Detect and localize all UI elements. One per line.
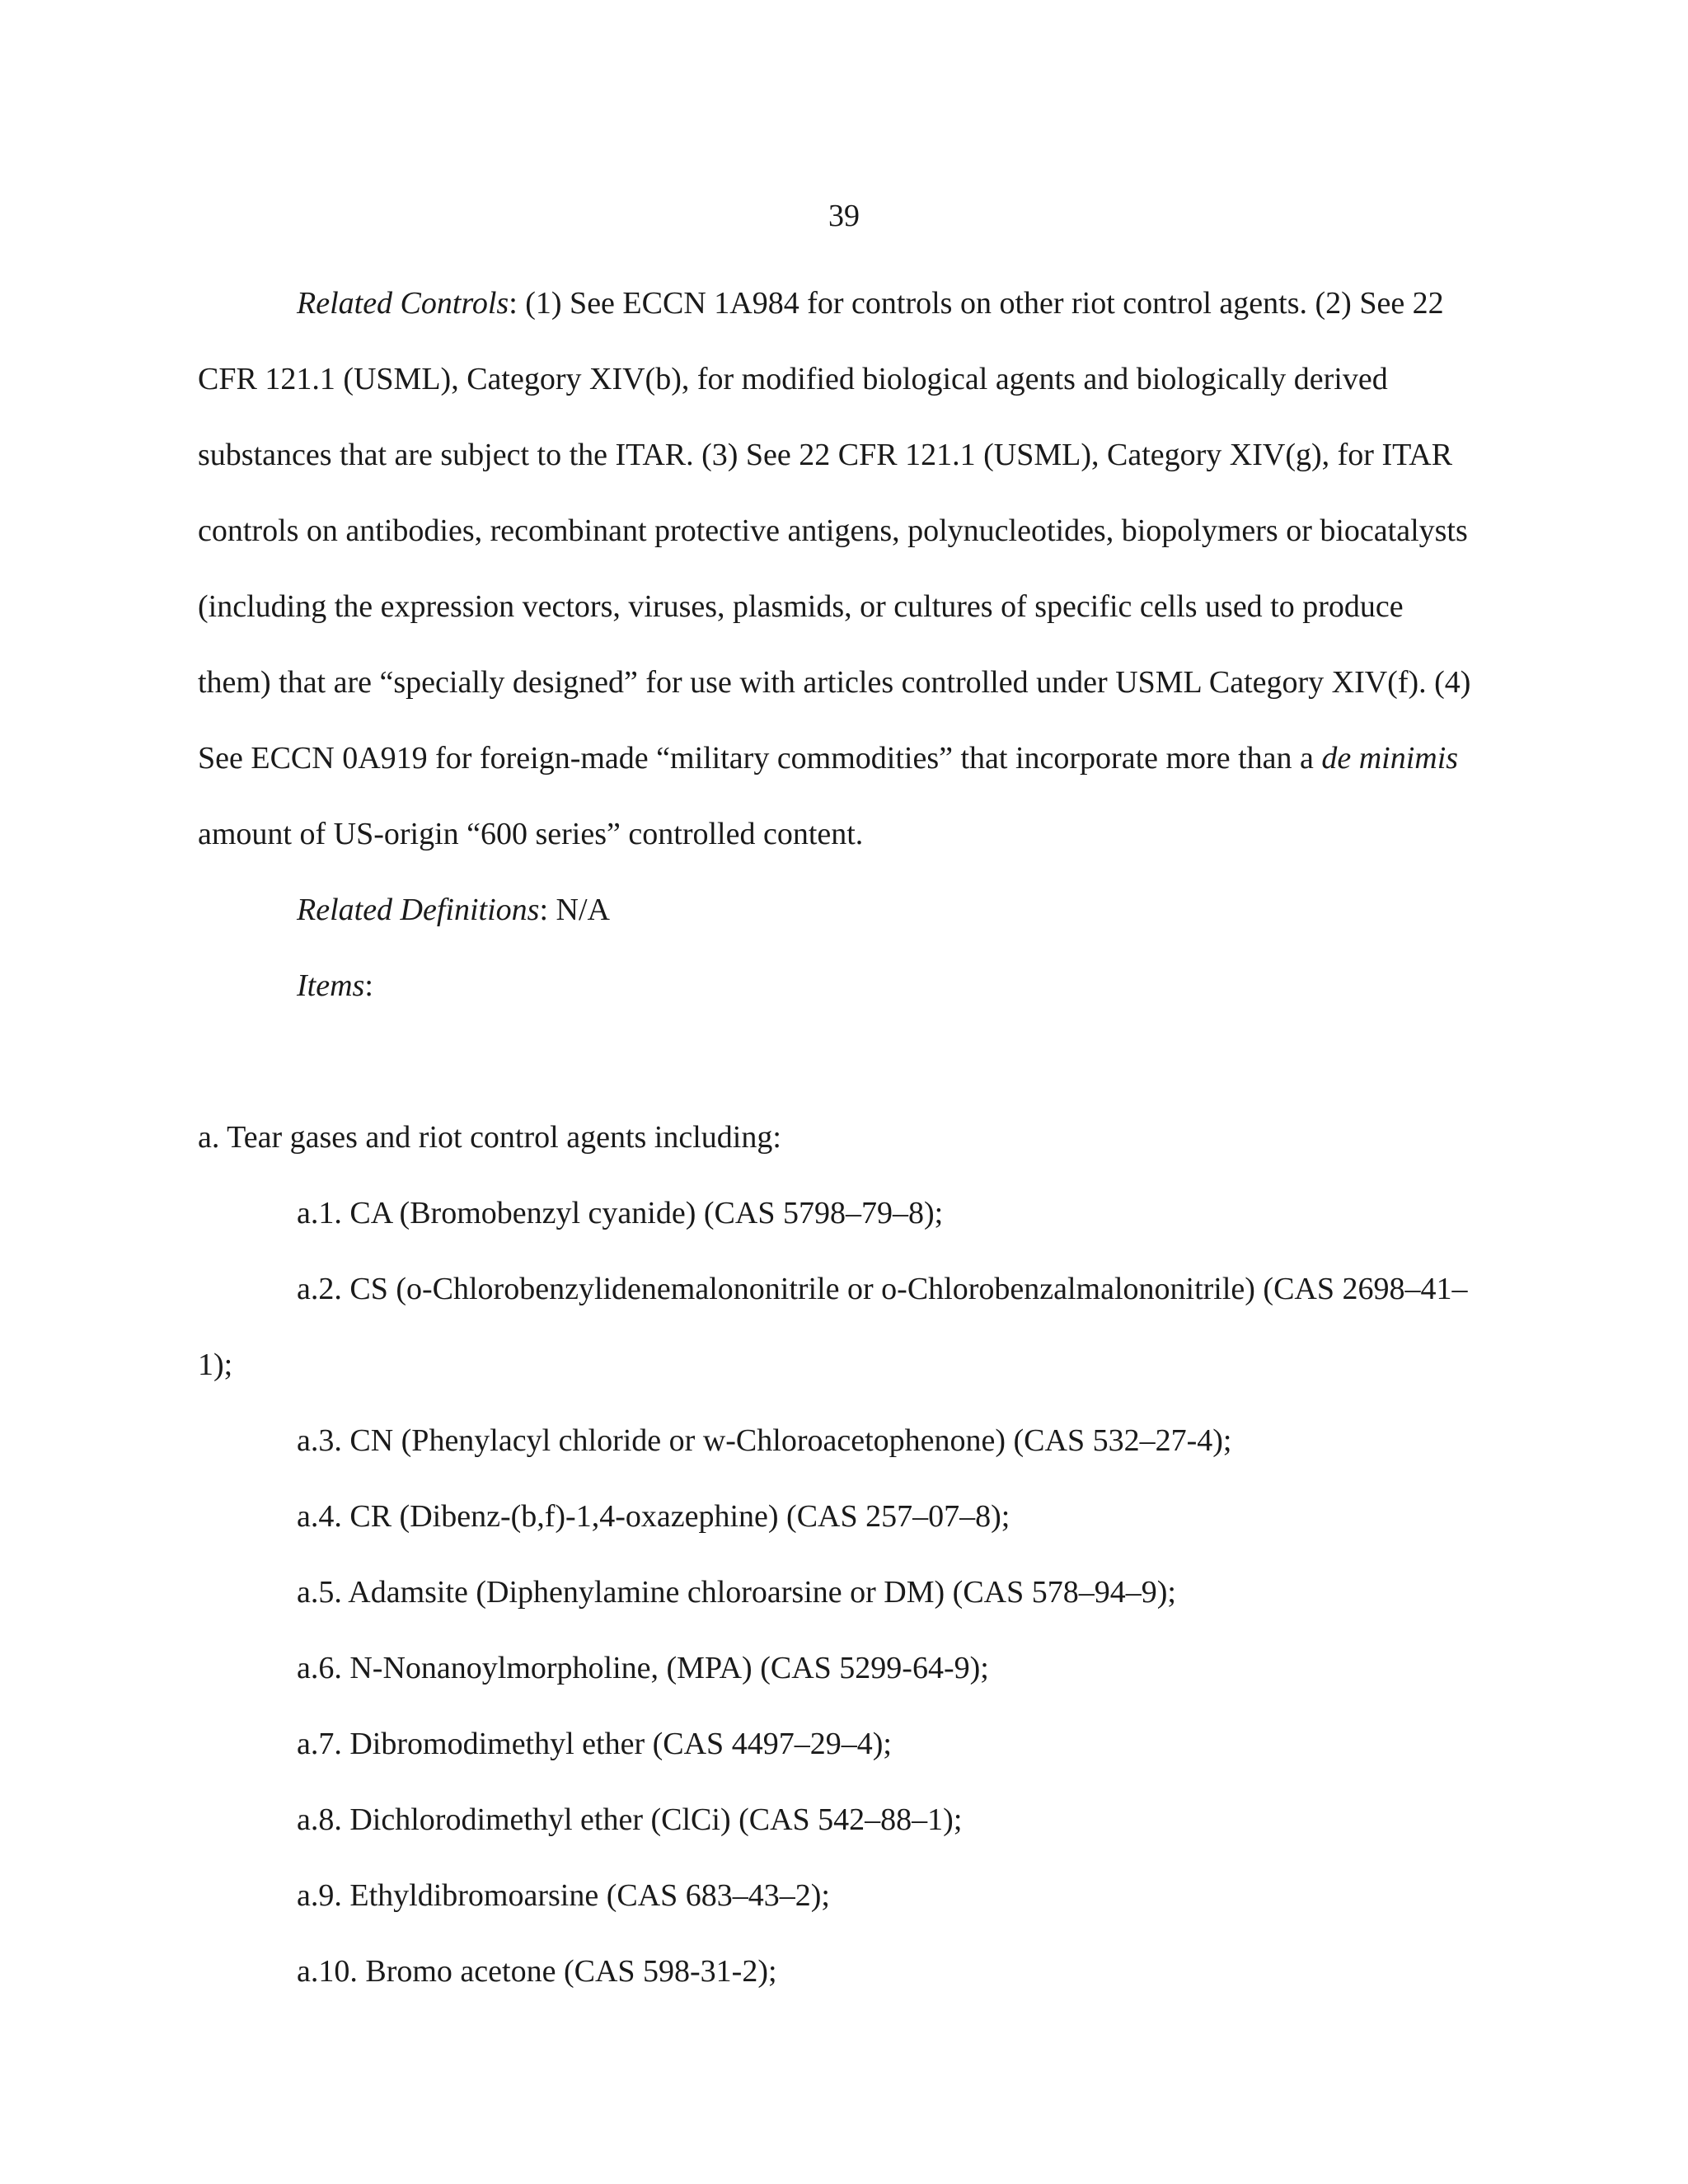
related-definitions-paragraph: Related Definitions: N/A: [297, 893, 610, 927]
items-label: Items: [297, 968, 365, 1003]
subitem-a9: a.9. Ethyldibromoarsine (CAS 683–43–2);: [297, 1878, 830, 1913]
related-controls-text-end: amount of US-origin “600 series” controlled content.: [198, 817, 864, 851]
subitem-a2: a.2. CS (o-Chlorobenzylidenemalononitrile or o-Chlorobenzalmalononitrile) (CAS 2698–41–1);: [198, 1272, 1468, 1382]
related-controls-paragraph: Related Controls: (1) See ECCN 1A984 for controls on other riot control agents. (2) See 22 CFR 121.1 (USML), Category XIV(b), for modified biological agents and biologically derived substances that are subject to the ITAR. (3) See 22 CFR 121.1 (USML), Category XIV(g), for ITAR controls on antibodies, recombinant protective antigens, polynucleotides, biopolymers or biocatalysts (including the expression vectors, viruses, plasmids, or cultures of specific cells used to produce them) that are “specially designed” for use with articles controlled under USML Category XIV(f). (4) See ECCN 0A919 for foreign-made “military commodities” that incorporate more than a de minimis amount of US-origin “600 series” controlled content.: [198, 286, 1471, 851]
subitem-a3: a.3. CN (Phenylacyl chloride or w-Chloroacetophenone) (CAS 532–27-4);: [297, 1423, 1232, 1458]
subitem-a8: a.8. Dichlorodimethyl ether (ClCi) (CAS 542–88–1);: [297, 1802, 963, 1837]
related-definitions-label: Related Definitions: [297, 893, 540, 927]
related-controls-text: (1) See ECCN 1A984 for controls on other riot control agents. (2) See 22 CFR 121.1 (USML), Category XIV(b), for modified biological agents and biologically derived substances that are subject to the ITAR. (3) See 22 CFR 121.1 (USML), Category XIV(g), for ITAR controls on antibodies, recombinant protective antigens, polynucleotides, biopolymers or biocatalysts (including the expression vectors, viruses, plasmids, or cultures of specific cells used to produce them) that are “specially designed” for use with articles controlled under USML Category XIV(f). (4) See ECCN 0A919 for foreign-made “military commodities” that incorporate more than a: [198, 286, 1471, 776]
subitem-a1: a.1. CA (Bromobenzyl cyanide) (CAS 5798–79–8);: [297, 1196, 944, 1230]
de-minimis-term: de minimis: [1321, 741, 1459, 776]
related-definitions-value: N/A: [556, 893, 610, 927]
section-spacer: [198, 1024, 1484, 1099]
subitem-a5: a.5. Adamsite (Diphenylamine chloroarsine or DM) (CAS 578–94–9);: [297, 1575, 1176, 1610]
page-number: 39: [828, 199, 860, 233]
subitem-a6: a.6. N-Nonanoylmorpholine, (MPA) (CAS 5299-64-9);: [297, 1651, 989, 1685]
subitem-a4: a.4. CR (Dibenz-(b,f)-1,4-oxazephine) (CAS 257–07–8);: [297, 1499, 1010, 1534]
related-controls-label: Related Controls: [297, 286, 509, 321]
subitem-a10: a.10. Bromo acetone (CAS 598-31-2);: [297, 1954, 777, 1989]
items-heading: Items:: [297, 968, 373, 1003]
item-a: a. Tear gases and riot control agents including:: [198, 1120, 781, 1155]
subitem-a7: a.7. Dibromodimethyl ether (CAS 4497–29–4);: [297, 1727, 892, 1761]
document-body: [198, 265, 1484, 2009]
